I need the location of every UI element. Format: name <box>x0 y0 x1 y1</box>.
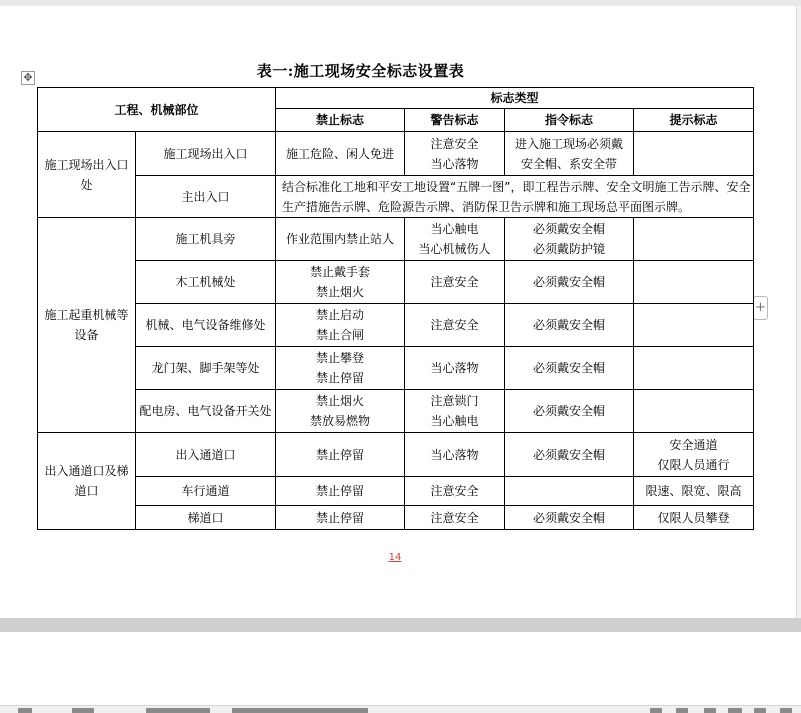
vertical-scrollbar[interactable] <box>796 6 801 618</box>
prohibition-sign-cell: 禁止戴手套 禁止烟火 <box>276 261 405 304</box>
table-row <box>38 506 754 530</box>
location-cell: 施工机具旁 <box>136 218 276 261</box>
status-icon[interactable] <box>650 708 662 713</box>
prohibition-sign-cell: 禁止烟火 禁放易燃物 <box>276 390 405 433</box>
information-sign-cell <box>634 390 754 433</box>
mandatory-sign-cell: 必须戴安全帽 <box>505 433 634 477</box>
page-number: 14 <box>388 552 402 563</box>
warning-sign-cell: 当心触电 当心机械伤人 <box>405 218 505 261</box>
status-item[interactable] <box>18 708 32 713</box>
location-cell: 龙门架、脚手架等处 <box>136 347 276 390</box>
information-sign-cell <box>634 261 754 304</box>
prohibition-sign-cell: 禁止启动 禁止合闸 <box>276 304 405 347</box>
status-item[interactable] <box>146 708 210 713</box>
status-icon[interactable] <box>676 708 688 713</box>
sign-type-header: 标志类型 <box>276 88 754 109</box>
prohibition-sign-cell: 施工危险、闲人免进 <box>276 132 405 176</box>
sign-type-column-header: 指令标志 <box>505 109 634 132</box>
mandatory-sign-cell: 必须戴安全帽 <box>505 390 634 433</box>
group-name-cell: 施工现场出入口处 <box>38 132 136 218</box>
information-sign-cell: 限速、限宽、限高 <box>634 477 754 506</box>
warning-sign-cell: 注意锁门 当心触电 <box>405 390 505 433</box>
table-row <box>38 477 754 506</box>
plus-icon[interactable]: + <box>753 296 768 320</box>
location-cell: 施工现场出入口 <box>136 132 276 176</box>
location-cell: 配电房、电气设备开关处 <box>136 390 276 433</box>
location-cell: 木工机械处 <box>136 261 276 304</box>
warning-sign-cell: 注意安全 <box>405 477 505 506</box>
prohibition-sign-cell: 禁止停留 <box>276 506 405 530</box>
location-cell: 主出入口 <box>136 176 276 218</box>
sign-type-column-header: 提示标志 <box>634 109 754 132</box>
information-sign-cell <box>634 304 754 347</box>
safety-sign-table <box>37 87 754 530</box>
status-icon[interactable] <box>728 708 742 713</box>
mandatory-sign-cell: 进入施工现场必须戴 安全帽、系安全带 <box>505 132 634 176</box>
prohibition-sign-cell: 禁止停留 <box>276 433 405 477</box>
information-sign-cell <box>634 347 754 390</box>
prohibition-sign-cell: 禁止停留 <box>276 477 405 506</box>
table-row <box>38 347 754 390</box>
warning-sign-cell: 注意安全 当心落物 <box>405 132 505 176</box>
information-sign-cell: 安全通道 仅限人员通行 <box>634 433 754 477</box>
table-row <box>38 390 754 433</box>
status-icon[interactable] <box>704 708 716 713</box>
table-row <box>38 433 754 477</box>
move-cross-icon[interactable]: ✥ <box>21 71 35 85</box>
information-sign-cell <box>634 132 754 176</box>
mandatory-sign-cell <box>505 477 634 506</box>
table-row <box>38 132 754 176</box>
mandatory-sign-cell: 必须戴安全帽 <box>505 261 634 304</box>
mandatory-sign-cell: 必须戴安全帽 <box>505 347 634 390</box>
table-row <box>38 218 754 261</box>
information-sign-cell: 仅限人员攀登 <box>634 506 754 530</box>
status-item[interactable] <box>72 708 94 713</box>
group-name-cell: 出入通道口及梯道口 <box>38 433 136 530</box>
prohibition-sign-cell: 禁止攀登 禁止停留 <box>276 347 405 390</box>
sign-type-column-header: 警告标志 <box>405 109 505 132</box>
page-gap <box>0 618 801 632</box>
information-sign-cell <box>634 218 754 261</box>
merged-description-cell: 结合标准化工地和平安工地设置“五牌一图”，即工程告示牌、安全文明施工告示牌、安全生产措施告示牌、危险源告示牌、消防保卫告示牌和施工现场总平面图示牌。 <box>276 176 754 218</box>
next-page <box>0 632 801 708</box>
table-header-row <box>38 88 754 109</box>
warning-sign-cell: 注意安全 <box>405 506 505 530</box>
location-cell: 机械、电气设备维修处 <box>136 304 276 347</box>
page-title: 表一:施工现场安全标志设置表 <box>256 62 465 80</box>
warning-sign-cell: 当心落物 <box>405 433 505 477</box>
warning-sign-cell: 注意安全 <box>405 304 505 347</box>
table-row <box>38 261 754 304</box>
location-cell: 梯道口 <box>136 506 276 530</box>
location-header: 工程、机械部位 <box>38 88 276 132</box>
status-icon[interactable] <box>754 708 766 713</box>
mandatory-sign-cell: 必须戴安全帽 <box>505 304 634 347</box>
location-cell: 出入通道口 <box>136 433 276 477</box>
status-icon[interactable] <box>780 708 792 713</box>
table-row <box>38 176 754 218</box>
mandatory-sign-cell: 必须戴安全帽 <box>505 506 634 530</box>
status-item[interactable] <box>232 708 368 713</box>
prohibition-sign-cell: 作业范围内禁止站人 <box>276 218 405 261</box>
sign-type-column-header: 禁止标志 <box>276 109 405 132</box>
warning-sign-cell: 注意安全 <box>405 261 505 304</box>
group-name-cell: 施工起重机械等设备 <box>38 218 136 433</box>
location-cell: 车行通道 <box>136 477 276 506</box>
warning-sign-cell: 当心落物 <box>405 347 505 390</box>
mandatory-sign-cell: 必须戴安全帽 必须戴防护镜 <box>505 218 634 261</box>
table-row <box>38 304 754 347</box>
status-bar <box>0 705 801 713</box>
